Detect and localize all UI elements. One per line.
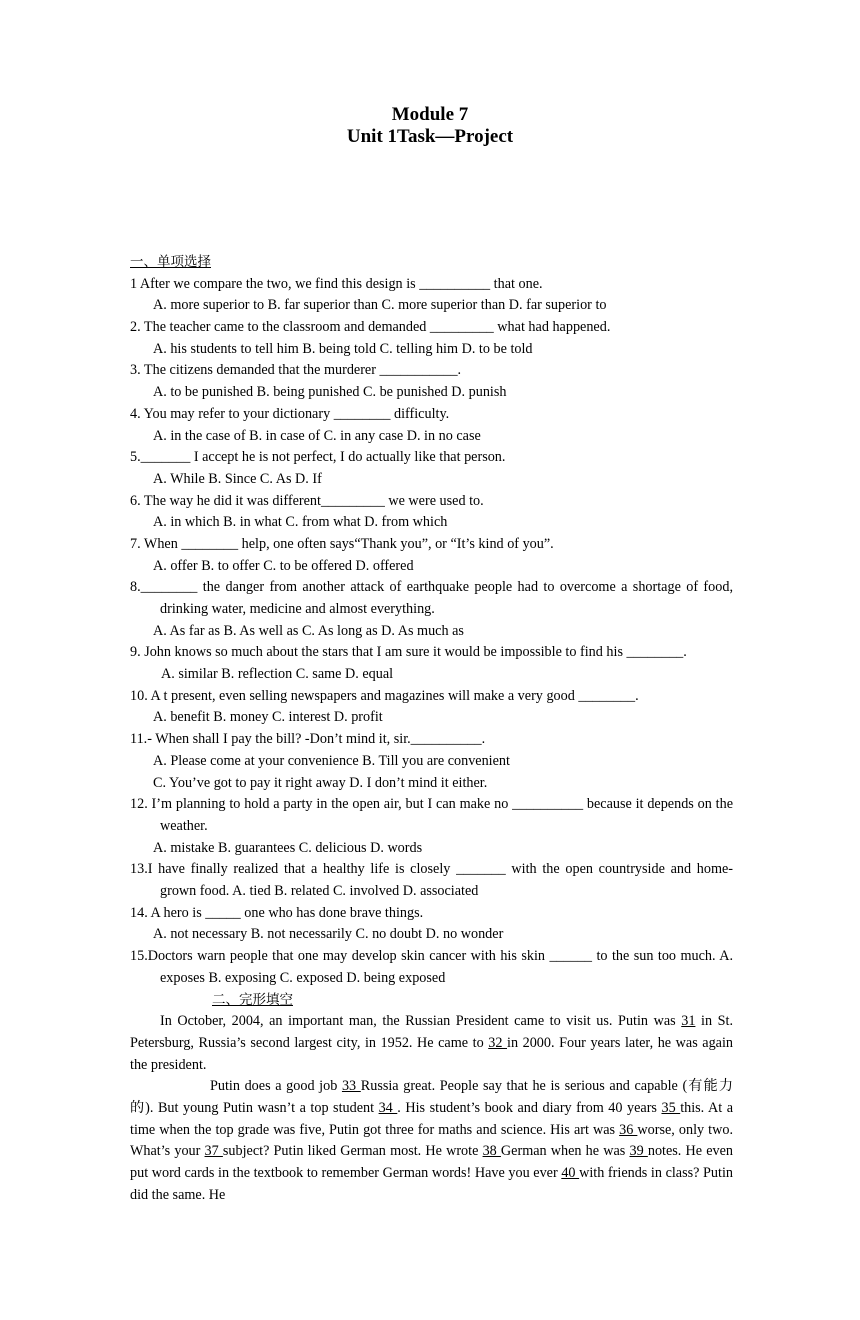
blank-35: 35 xyxy=(661,1100,681,1116)
options-8: A. As far as B. As well as C. As long as D. As much as xyxy=(153,622,464,639)
question-14: 14. A hero is _____ one who has done brave things. xyxy=(130,904,424,921)
question-9: 9. John knows so much about the stars that I am sure it would be impossible to find his ________. xyxy=(130,644,687,661)
options-3: A. to be punished B. being punished C. be punished D. punish xyxy=(153,384,507,401)
question-5: 5._______ I accept he is not perfect, I do actually like that person. xyxy=(130,449,506,466)
options-14: A. not necessary B. not necessarily C. no doubt D. no wonder xyxy=(153,926,504,943)
question-13: 13.I have finally realized that a healthy life is closely _______ with the open countryside and home-grown food. A. tied B. related C. involved D. associated xyxy=(130,861,733,900)
blank-37: 37 xyxy=(204,1143,223,1160)
question-10: 10. A t present, even selling newspapers and magazines will make a very good ________. xyxy=(130,687,639,704)
blank-40: 40 xyxy=(561,1165,580,1182)
blank-38: 38 xyxy=(482,1143,501,1160)
options-1: A. more superior to B. far superior than C. more superior than D. far superior to xyxy=(153,297,607,314)
options-10: A. benefit B. money C. interest D. profit xyxy=(153,709,383,726)
options-7: A. offer B. to offer C. to be offered D. offered xyxy=(153,557,414,574)
question-4: 4. You may refer to your dictionary ________ difficulty. xyxy=(130,405,450,422)
options-5: A. While B. Since C. As D. If xyxy=(153,470,322,487)
options-9: A. similar B. reflection C. same D. equal xyxy=(161,666,394,683)
question-1: 1 After we compare the two, we find this design is __________ that one. xyxy=(130,275,543,292)
cloze-paragraph-2: Putin does a good job 33 Russia great. People say that he is serious and capable (有能力的). But young Putin wasn’t a top student 34 . His student’s book and diary from 40 years 35 this. At a time when the top grade was five, Putin got three for maths and science. His art was 36 worse, only two. What’s your 37 subject? Putin liked German most. He wrote 38 German when he was 39 notes. He even put word cards in the textbook to remember German words! Have you ever 40 with friends in class? Putin did the same. He xyxy=(130,1078,734,1203)
blank-33: 33 xyxy=(341,1078,361,1095)
question-11: 11.- When shall I pay the bill? -Don’t mind it, sir.__________. xyxy=(130,731,486,748)
options-4: A. in the case of B. in case of C. in any case D. in no case xyxy=(153,427,481,444)
question-7: 7. When ________ help, one often says“Thank you”, or “It’s kind of you”. xyxy=(130,535,554,552)
question-2: 2. The teacher came to the classroom and demanded _________ what had happened. xyxy=(130,319,611,336)
question-15: 15.Doctors warn people that one may develop skin cancer with his skin ______ to the sun too much. A. exposes B. exposing C. exposed D. being exposed xyxy=(130,948,733,986)
question-12: 12. I’m planning to hold a party in the open air, but I can make no __________ because it depends on the weather. xyxy=(130,796,733,834)
options-11a: A. Please come at your convenience B. Till you are convenient xyxy=(153,752,510,769)
blank-32: 32 xyxy=(488,1034,507,1051)
question-6: 6. The way he did it was different_________ we were used to. xyxy=(130,492,484,509)
section-heading-cloze: 二、完形填空 xyxy=(212,991,293,1008)
options-11b: C. You’ve got to pay it right away D. I don’t mind it either. xyxy=(153,774,488,791)
document-body xyxy=(130,252,733,1207)
document-page xyxy=(0,104,860,1320)
options-12: A. mistake B. guarantees C. delicious D. words xyxy=(153,839,423,856)
blank-34: 34 xyxy=(378,1100,398,1116)
module-title: Module 7 xyxy=(391,104,469,125)
blank-36: 36 xyxy=(619,1121,638,1138)
question-3: 3. The citizens demanded that the murderer ___________. xyxy=(130,362,462,379)
unit-title: Unit 1Task—Project xyxy=(346,126,514,147)
cloze-paragraph-1: In October, 2004, an important man, the Russian President came to visit us. Putin was 31 in St. Petersburg, Russia’s second largest city, in 1952. He came to 32 in 2000. Four years later, he was again the president. xyxy=(130,1013,734,1073)
section-heading-single-choice: 一、单项选择 xyxy=(130,254,211,270)
options-6: A. in which B. in what C. from what D. from which xyxy=(153,514,448,531)
options-2: A. his students to tell him B. being told C. telling him D. to be told xyxy=(153,340,533,357)
question-8: 8.________ the danger from another attack of earthquake people had to overcome a shortage of food, drinking water, medicine and almost everything. xyxy=(130,579,733,618)
blank-31: 31 xyxy=(681,1013,696,1030)
blank-39: 39 xyxy=(629,1143,648,1160)
